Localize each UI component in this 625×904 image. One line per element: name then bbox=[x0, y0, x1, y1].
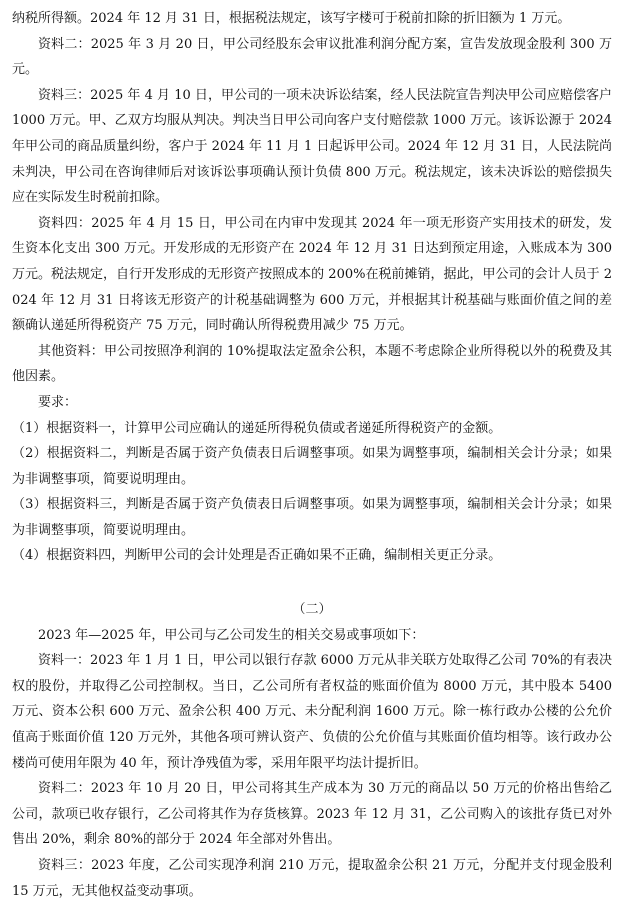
requirement-item-2: （2）根据资料二，判断是否属于资产负债表日后调整事项。如果为调整事项，编制相关会计分录；如果为非调整事项，简要说明理由。 bbox=[12, 446, 612, 487]
paragraph-material-3: 资料三：2025 年 4 月 10 日，甲公司的一项未决诉讼结案，经人民法院宣告判决甲公司应赔偿客户 1000 万元。甲、乙双方均服从判决。判决当日甲公司向客户支付赔偿款 1000 万元。该诉讼源于 2024 年甲公司的商品质量纠纷，客户于 2024 年 11 月 1 日起诉甲公司。2024 年 12 月 31 日，人民法院尚未判决，甲公司在咨询律师后对该诉讼事项确认预计负债 800 万元。税法规定，该未决诉讼的赔偿损失应在实际发生时税前扣除。 bbox=[12, 87, 612, 206]
requirement-item-4: （4）根据资料四，判断甲公司的会计处理是否正确如果不正确，编制相关更正分录。 bbox=[12, 548, 502, 564]
paragraph-intro: 2023 年—2025 年，甲公司与乙公司发生的相关交易或事项如下： bbox=[38, 627, 425, 643]
paragraph-material-4: 资料四：2025 年 4 月 15 日，甲公司在内审中发现其 2024 年一项无形资产实用技术的研发，发生资本化支出 300 万元。开发形成的无形资产在 2024 年 12 月 31 日达到预定用途，入账成本为 300 万元。税法规定，自行开发形成的无形资产按照成本的 200%在税前摊销，据此，甲公司的会计人员于 2024 年 12 月 31 日将该无形资产的计税基础调整为 600 万元，并根据其计税基础与账面价值之间的差额确认递延所得税资产 75 万元，同时确认所得税费用减少 75 万元。 bbox=[12, 215, 612, 334]
paragraph-material-2: 资料二：2025 年 3 月 20 日，甲公司经股东会审议批准利润分配方案，宣告发放现金股利 300 万元。 bbox=[12, 36, 612, 78]
section-gap bbox=[12, 569, 612, 597]
requirements-heading: 要求： bbox=[38, 394, 78, 410]
paragraph-part2-material-1: 资料一：2023 年 1 月 1 日，甲公司以银行存款 6000 万元从非关联方处取得乙公司 70%的有表决权的股份，并取得乙公司控制权。当日，乙公司所有者权益的账面价值为 8000 万元，其中股本 5400 万元、资本公积 600 万元、盈余公积 400 万元、未分配利润 1600 万元。除一栋行政办公楼的公允价值高于账面价值 120 万元外，其他各项可辨认资产、负债的公允价值与其账面价值均相等。该行政办公楼尚可使用年限为 40 年，预计净残值为零，采用年限平均法计提折旧。 bbox=[12, 653, 612, 771]
paragraph-part2-material-2: 资料二：2023 年 10 月 20 日，甲公司将其生产成本为 30 万元的商品以 50 万元的价格出售给乙公司，款项已收存银行，乙公司将其作为存货核算。2023 年 12 月 31，乙公司购入的该批存货已对外售出 20%，剩余 80%的部分于 2024 年全部对外售出。 bbox=[12, 781, 612, 848]
requirement-item-1: （1）根据资料一，计算甲公司应确认的递延所得税负债或者递延所得税资产的金额。 bbox=[12, 420, 502, 436]
paragraph-part2-material-3: 资料三：2023 年度，乙公司实现净利润 210 万元，提取盈余公积 21 万元，分配并支付现金股利 15 万元，无其他权益变动事项。 bbox=[12, 858, 612, 899]
paragraph-other-info: 其他资料：甲公司按照净利润的 10%提取法定盈余公积，本题不考虑除企业所得税以外的税费及其他因素。 bbox=[12, 343, 612, 385]
document-page bbox=[12, 6, 612, 904]
paragraph-continuation: 纳税所得额。2024 年 12 月 31 日，根据税法规定，该写字楼可于税前扣除的折旧额为 1 万元。 bbox=[12, 11, 571, 26]
requirement-item-3: （3）根据资料三，判断是否属于资产负债表日后调整事项。如果为调整事项，编制相关会计分录；如果为非调整事项，简要说明理由。 bbox=[12, 497, 612, 538]
section-title: （二） bbox=[292, 602, 332, 618]
